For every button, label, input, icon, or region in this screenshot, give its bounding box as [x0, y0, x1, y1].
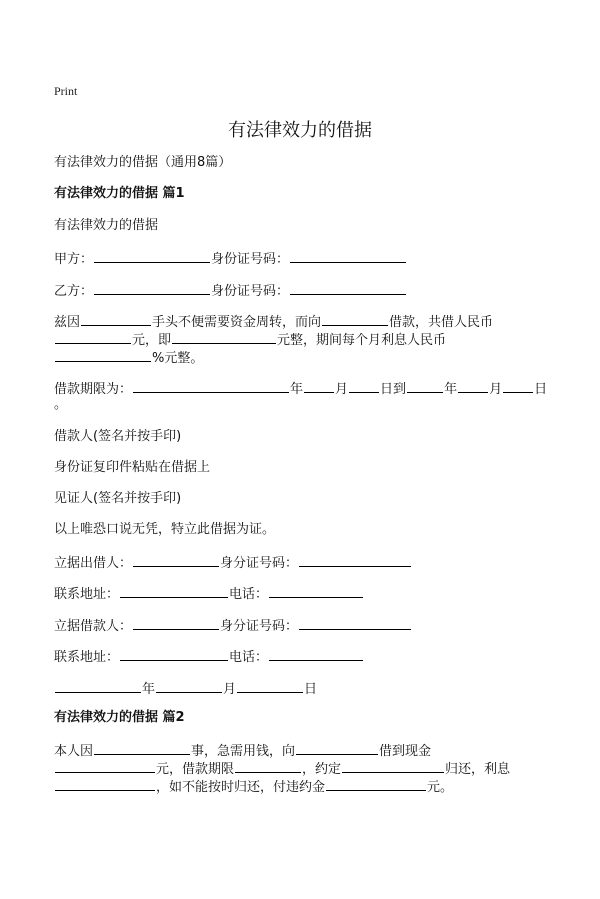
- para-text: 手头不便需要资金周转，而向: [152, 315, 322, 330]
- section-heading-1: 有法律效力的借据 篇1: [54, 186, 185, 201]
- para-text: 借款，共借人民币: [389, 315, 494, 330]
- year-label: 年: [142, 682, 156, 697]
- penalty-blank[interactable]: [326, 776, 426, 791]
- address-label: 联系地址：: [54, 650, 120, 665]
- para-text: ，约定: [302, 762, 342, 777]
- term-period: 。: [54, 397, 68, 412]
- start-year-blank[interactable]: [133, 378, 289, 393]
- amount-words-blank[interactable]: [172, 329, 276, 344]
- borrower-signature-line: 借款人(签名并按手印): [54, 429, 182, 444]
- page-title: 有法律效力的借据: [228, 120, 372, 141]
- amount-figures-blank[interactable]: [55, 329, 131, 344]
- term-label: 借款期限为：: [54, 382, 133, 397]
- interest-blank[interactable]: [55, 347, 151, 362]
- year-label: 年: [290, 382, 304, 397]
- borrower-name-blank[interactable]: [133, 615, 219, 630]
- para-text: 元，借款期限: [156, 762, 235, 777]
- document-subtitle: 有法律效力的借据（通用8篇）: [54, 155, 232, 170]
- lender-contact-line: [54, 583, 364, 604]
- party-a-name-blank[interactable]: [94, 248, 210, 263]
- para-text: 元。: [427, 780, 454, 795]
- party-b-line: [54, 280, 407, 301]
- month-label: 月: [335, 382, 349, 397]
- lender-phone-blank[interactable]: [269, 583, 363, 598]
- phone-label: 电话：: [229, 587, 269, 602]
- phone-label: 电话：: [229, 650, 269, 665]
- end-year-blank[interactable]: [407, 378, 443, 393]
- para-text: 兹因: [54, 315, 81, 330]
- return-date-blank[interactable]: [342, 758, 444, 773]
- lender-line: [54, 552, 412, 573]
- start-day-blank[interactable]: [349, 378, 379, 393]
- day-label: 日: [534, 382, 548, 397]
- para-text: %元整。: [152, 351, 204, 366]
- year-label: 年: [444, 382, 458, 397]
- lender-label: 立据出借人：: [54, 556, 133, 571]
- party-a-id-blank[interactable]: [290, 248, 406, 263]
- party-b-name-blank[interactable]: [94, 280, 210, 295]
- cash-amount-blank[interactable]: [55, 758, 155, 773]
- date-month-blank[interactable]: [156, 678, 222, 693]
- lender-address-blank[interactable]: [120, 583, 228, 598]
- id-number-label: 身分证号码：: [220, 556, 299, 571]
- borrower-id-blank[interactable]: [299, 615, 411, 630]
- id-number-label: 身份证号码：: [211, 252, 290, 267]
- para-text: 元，即: [132, 333, 172, 348]
- end-day-blank[interactable]: [503, 378, 533, 393]
- start-month-blank[interactable]: [304, 378, 334, 393]
- date-year-blank[interactable]: [55, 678, 141, 693]
- id-copy-note: 身份证复印件粘贴在借据上: [54, 460, 211, 475]
- address-label: 联系地址：: [54, 587, 120, 602]
- reason-blank[interactable]: [94, 740, 190, 755]
- para-text: 元整，期间每个月利息人民币: [277, 333, 447, 348]
- interest-blank[interactable]: [55, 776, 155, 791]
- print-label[interactable]: Print: [54, 84, 78, 98]
- section2-line-3: [54, 776, 453, 797]
- para-text: 归还，利息: [445, 762, 511, 777]
- no-oral-basis-line: 以上唯恐口说无凭，特立此借据为证。: [54, 522, 276, 537]
- id-number-label: 身分证号码：: [220, 619, 299, 634]
- lender-name-blank[interactable]: [133, 552, 219, 567]
- day-to-label: 日到: [380, 382, 407, 397]
- loan-term-line: [54, 378, 547, 399]
- para-text: ，如不能按时归还，付违约金: [156, 780, 326, 795]
- borrower-phone-blank[interactable]: [269, 646, 363, 661]
- party-a-line: [54, 248, 407, 269]
- borrower-contact-line: [54, 646, 364, 667]
- doc-title-line: 有法律效力的借据: [54, 218, 159, 233]
- para-text: 本人因: [54, 744, 94, 759]
- party-a-label: 甲方：: [54, 252, 94, 267]
- date-day-blank[interactable]: [237, 678, 303, 693]
- party-b-label: 乙方：: [54, 284, 94, 299]
- borrower-label: 立据借款人：: [54, 619, 133, 634]
- lender-id-blank[interactable]: [299, 552, 411, 567]
- para-text: 事，急需用钱，向: [191, 744, 296, 759]
- month-label: 月: [489, 382, 503, 397]
- date-line: [54, 678, 317, 699]
- term-blank[interactable]: [235, 758, 301, 773]
- borrower-line: [54, 615, 412, 636]
- witness-signature-line: 见证人(签名并按手印): [54, 491, 182, 506]
- party-b-id-blank[interactable]: [290, 280, 406, 295]
- borrower-address-blank[interactable]: [120, 646, 228, 661]
- borrower-blank[interactable]: [81, 311, 151, 326]
- month-label: 月: [223, 682, 237, 697]
- loan-reason-line-3: [54, 347, 203, 368]
- end-month-blank[interactable]: [458, 378, 488, 393]
- day-label: 日: [304, 682, 318, 697]
- lender-blank[interactable]: [322, 311, 388, 326]
- section-heading-2: 有法律效力的借据 篇2: [54, 710, 185, 725]
- lender-blank[interactable]: [296, 740, 378, 755]
- para-text: 借到现金: [379, 744, 432, 759]
- id-number-label: 身份证号码：: [211, 284, 290, 299]
